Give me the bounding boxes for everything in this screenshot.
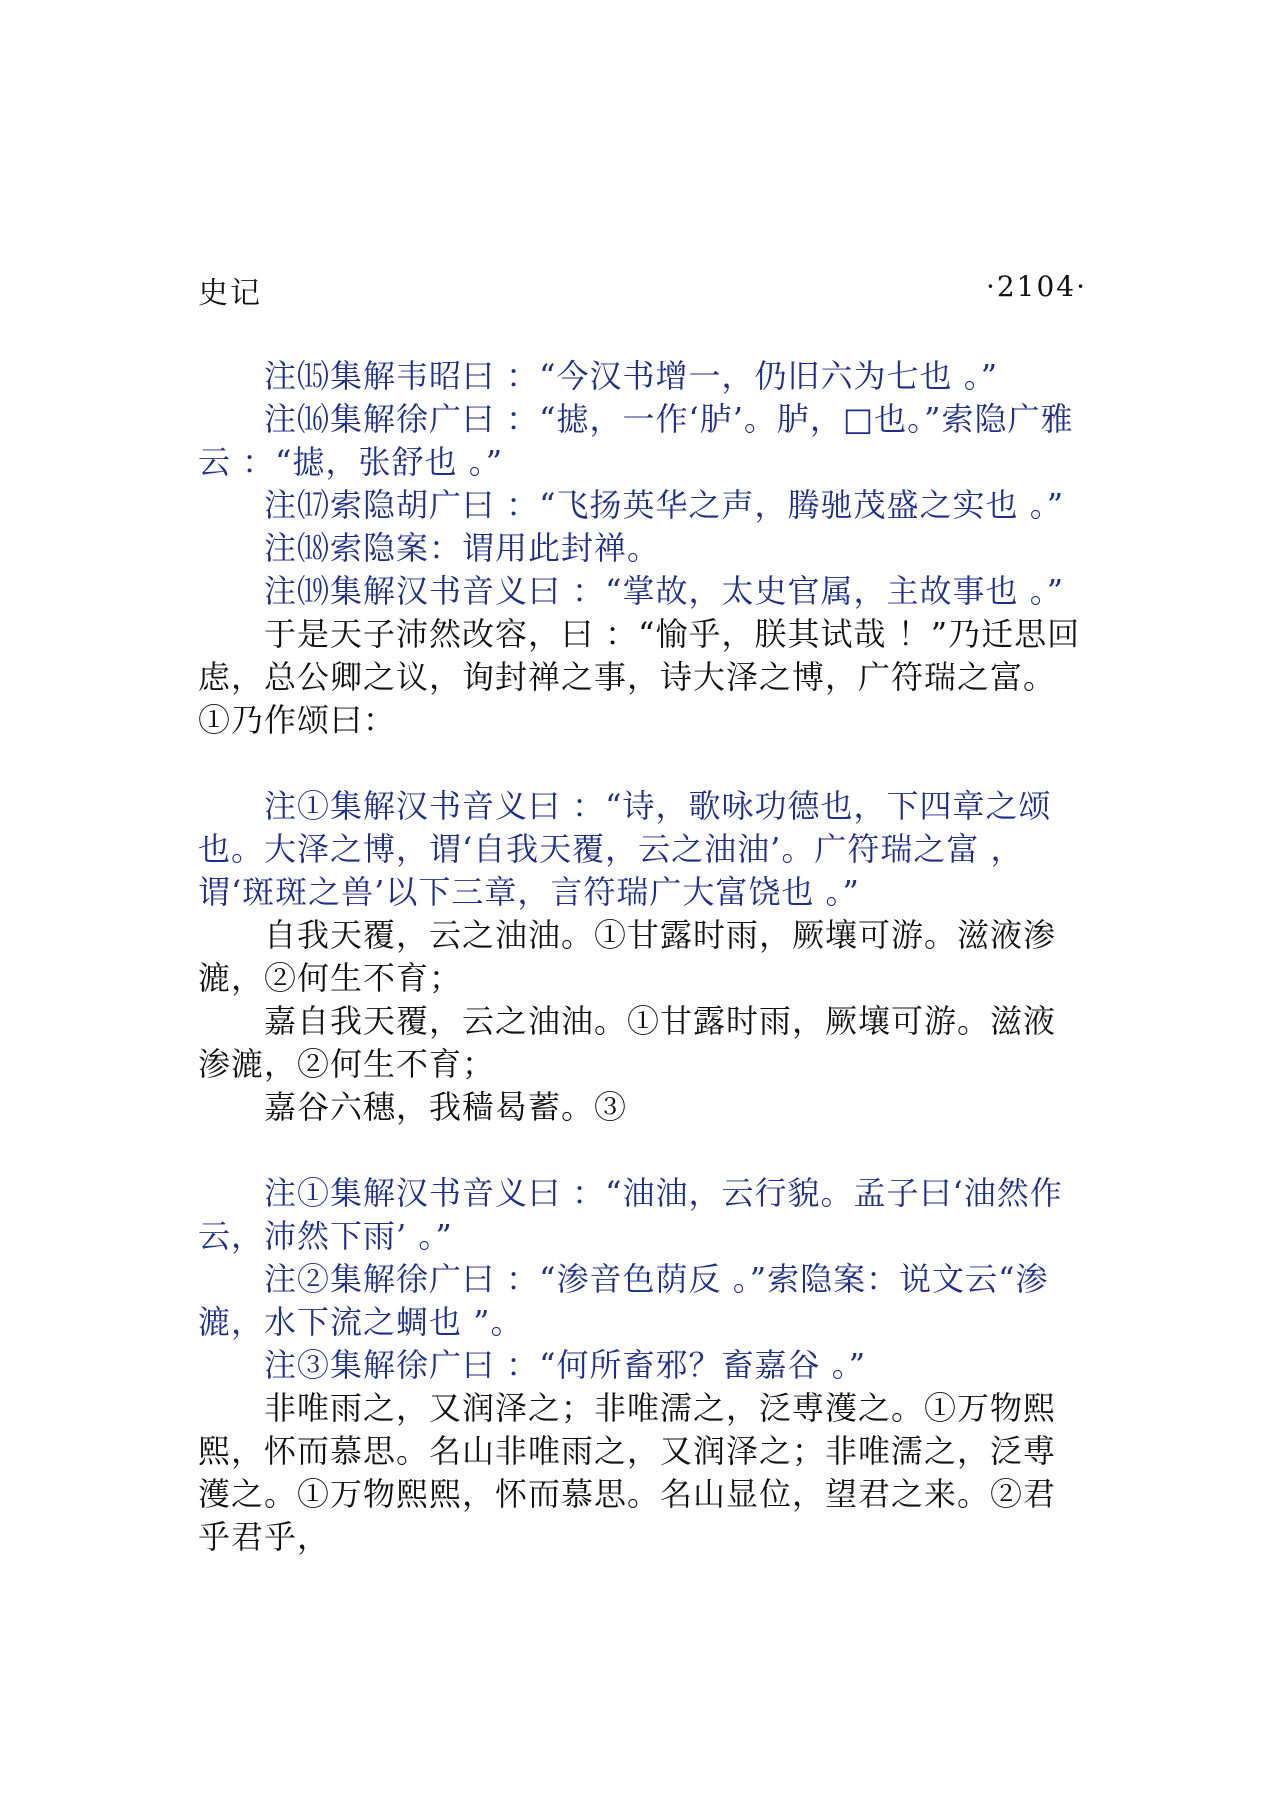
note-paragraph: 注⒆集解汉书音义曰 ：“掌故，太史官属，主故事也 。” [264,572,1065,610]
paragraph-gap [198,1129,1088,1172]
note-paragraph: 注①集解汉书音义曰 ：“诗，歌咏功德也，下四章之颂也。大泽之博，谓‘自我天覆，云之油油’。广符瑞之富 ，谓‘斑斑之兽’以下三章，言符瑞广大富饶也 。” [198,787,1052,911]
note-paragraph: 注③集解徐广曰 ：“何所畜邪？畜嘉谷 。” [264,1346,867,1384]
note-paragraph: 注⒂集解韦昭曰 ：“今汉书增一，仍旧六为七也 。” [264,357,999,395]
note-paragraph: 注①集解汉书音义曰 ：“油油，云行貌。孟子曰‘油然作云，沛然下雨’ 。” [198,1174,1063,1255]
main-text-paragraph: 自我天覆，云之油油。①甘露时雨，厥壤可游。滋液渗漉，②何生不育； [198,916,1057,997]
paragraph-gap [198,742,1088,785]
page-number: ·2104· [985,270,1087,303]
note-paragraph: 注⒄索隐胡广曰 ：“飞扬英华之声，腾驰茂盛之实也 。” [264,486,1065,524]
main-text-paragraph: 嘉自我天覆，云之油油。①甘露时雨，厥壤可游。滋液渗漉，②何生不育； [198,1002,1057,1083]
note-paragraph: 注⒃集解徐广曰 ：“摅，一作‘胪’。胪，□也。”索隐广雅云 ：“摅，张舒也 。” [198,400,1074,481]
main-text-paragraph: 于是天子沛然改容，曰 ：“愉乎，朕其试哉 ！”乃迁思回虑，总公卿之议，询封禅之事，诗大泽之博，广符瑞之富。①乃作颂曰： [198,615,1081,739]
page-body [198,355,1088,1559]
main-text-paragraph: 嘉谷六穗，我穑曷蓄。③ [264,1088,628,1126]
note-paragraph: 注②集解徐广曰 ：“渗音色荫反 。”索隐案：说文云“渗漉，水下流之蜩也 ”。 [198,1260,1049,1341]
main-text-paragraph: 非唯雨之，又润泽之；非唯濡之，泛尃濩之。①万物熙熙，怀而慕思。名山非唯雨之，又润泽之；非唯濡之，泛尃濩之。①万物熙熙，怀而慕思。名山显位，望君之来。②君乎君乎， [198,1389,1057,1556]
note-paragraph: 注⒅索隐案：谓用此封禅。 [264,529,661,567]
running-head-title: 史记 [198,276,262,311]
